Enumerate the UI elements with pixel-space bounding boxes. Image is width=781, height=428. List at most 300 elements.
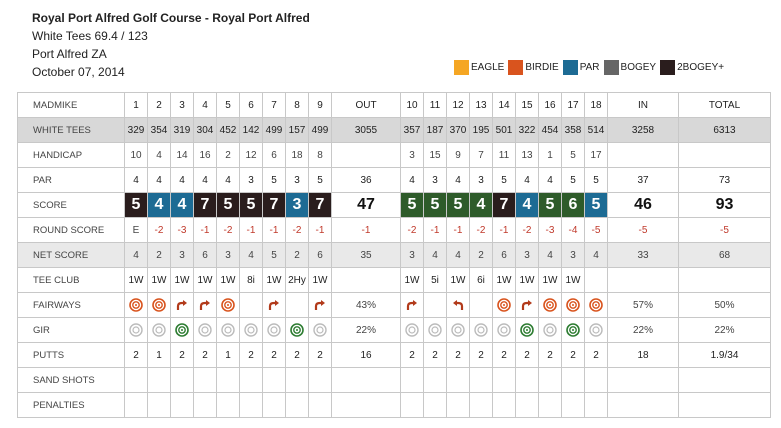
white-total: 6313	[679, 118, 771, 143]
score-cell: 7	[194, 193, 217, 218]
putts-cell: 2	[286, 343, 309, 368]
putts-total: 1.9/34	[679, 343, 771, 368]
sand-cell	[194, 368, 217, 393]
net-cell: 4	[424, 243, 447, 268]
hole-number: 7	[263, 93, 286, 118]
fairway-miss-right-icon	[313, 298, 327, 312]
net-cell: 3	[562, 243, 585, 268]
gir-miss-icon	[267, 323, 281, 337]
putts-cell: 2	[401, 343, 424, 368]
gir-in: 22%	[608, 318, 679, 343]
putts-cell: 2	[309, 343, 332, 368]
fairways-in: 57%	[608, 293, 679, 318]
gir-miss-icon	[589, 323, 603, 337]
putts-cell: 2	[562, 343, 585, 368]
gir-cell	[240, 318, 263, 343]
white-cell: 452	[217, 118, 240, 143]
gir-cell	[148, 318, 171, 343]
teeclub-cell: 1W	[148, 268, 171, 293]
hole-number: 9	[309, 93, 332, 118]
putts-row	[18, 343, 771, 368]
scorecard-table	[17, 92, 771, 418]
gir-hit-icon	[566, 323, 580, 337]
teeclub-cell: 1W	[539, 268, 562, 293]
putts-cell: 2	[516, 343, 539, 368]
row-label: WHITE TEES	[18, 118, 125, 143]
penalties-row	[18, 393, 771, 418]
teeclub-cell: 1W	[194, 268, 217, 293]
row-label: FAIRWAYS	[18, 293, 125, 318]
round-cell: -1	[447, 218, 470, 243]
teeclub-cell: 5i	[424, 268, 447, 293]
fairway-cell	[539, 293, 562, 318]
gir-hit-icon	[520, 323, 534, 337]
round-date: October 07, 2014	[32, 65, 125, 79]
round-cell: -2	[217, 218, 240, 243]
round-cell: -2	[516, 218, 539, 243]
legend-swatch	[508, 60, 523, 75]
row-label: NET SCORE	[18, 243, 125, 268]
legend-label: EAGLE	[471, 62, 505, 73]
par-cell: 5	[585, 168, 608, 193]
gir-cell	[516, 318, 539, 343]
gir-miss-icon	[405, 323, 419, 337]
fairway-miss-left-icon	[451, 298, 465, 312]
teeclub-cell: 1W	[217, 268, 240, 293]
score-cell: 4	[516, 193, 539, 218]
par-cell: 4	[148, 168, 171, 193]
score-cell: 7	[309, 193, 332, 218]
tees-info: White Tees 69.4 / 123	[32, 29, 148, 43]
teeclub-cell: 6i	[470, 268, 493, 293]
teeclub-cell: 1W	[562, 268, 585, 293]
net-cell: 3	[171, 243, 194, 268]
fairway-cell	[562, 293, 585, 318]
score-cell: 5	[401, 193, 424, 218]
round-cell: -1	[493, 218, 516, 243]
net-cell: 6	[309, 243, 332, 268]
round-cell: -4	[562, 218, 585, 243]
gir-miss-icon	[497, 323, 511, 337]
fairway-cell	[585, 293, 608, 318]
row-label: TEE CLUB	[18, 268, 125, 293]
fairway-cell	[424, 293, 447, 318]
penalties-cell	[286, 393, 309, 418]
fairway-cell	[263, 293, 286, 318]
handicap-in	[608, 143, 679, 168]
player-name: MADMIKE	[18, 93, 125, 118]
hole-number: 3	[171, 93, 194, 118]
fairways-row	[18, 293, 771, 318]
handicap-cell: 10	[125, 143, 148, 168]
handicap-row	[18, 143, 771, 168]
net-cell: 2	[148, 243, 171, 268]
handicap-cell: 18	[286, 143, 309, 168]
gir-miss-icon	[543, 323, 557, 337]
legend-label: 2BOGEY+	[677, 62, 725, 73]
sand-cell	[585, 368, 608, 393]
score-cell: 7	[263, 193, 286, 218]
penalties-cell	[217, 393, 240, 418]
gir-cell	[194, 318, 217, 343]
score-legend	[454, 60, 728, 75]
penalties-cell	[562, 393, 585, 418]
gir-out: 22%	[332, 318, 401, 343]
gir-miss-icon	[129, 323, 143, 337]
fairway-cell	[148, 293, 171, 318]
teeclub-in	[608, 268, 679, 293]
round-cell: -2	[148, 218, 171, 243]
round-row	[18, 218, 771, 243]
white-cell: 501	[493, 118, 516, 143]
score-cell: 5	[585, 193, 608, 218]
white-cell: 454	[539, 118, 562, 143]
in-header: IN	[608, 93, 679, 118]
out-header: OUT	[332, 93, 401, 118]
score-cell: 5	[240, 193, 263, 218]
handicap-out	[332, 143, 401, 168]
putts-cell: 2	[447, 343, 470, 368]
sand-in	[608, 368, 679, 393]
sand-cell	[171, 368, 194, 393]
score-row	[18, 193, 771, 218]
fairway-miss-right-icon	[198, 298, 212, 312]
hole-number: 14	[493, 93, 516, 118]
teeclub-cell: 1W	[171, 268, 194, 293]
score-total: 93	[679, 193, 771, 218]
penalties-cell	[470, 393, 493, 418]
row-label: HANDICAP	[18, 143, 125, 168]
penalties-cell	[148, 393, 171, 418]
white-cell: 358	[562, 118, 585, 143]
handicap-cell: 3	[401, 143, 424, 168]
sand-cell	[217, 368, 240, 393]
penalties-cell	[194, 393, 217, 418]
teeclub-cell: 1W	[493, 268, 516, 293]
par-total: 73	[679, 168, 771, 193]
par-cell: 3	[240, 168, 263, 193]
scorecard-header	[32, 9, 310, 81]
penalties-cell	[263, 393, 286, 418]
round-cell: -3	[171, 218, 194, 243]
fairway-hit-icon	[152, 298, 166, 312]
legend-swatch	[604, 60, 619, 75]
fairway-hit-icon	[497, 298, 511, 312]
header-row	[18, 93, 771, 118]
score-cell: 3	[286, 193, 309, 218]
fairway-cell	[286, 293, 309, 318]
handicap-cell: 1	[539, 143, 562, 168]
fairway-hit-icon	[566, 298, 580, 312]
penalties-in	[608, 393, 679, 418]
net-total: 68	[679, 243, 771, 268]
fairway-miss-right-icon	[405, 298, 419, 312]
white-cell: 329	[125, 118, 148, 143]
total-header: TOTAL	[679, 93, 771, 118]
teeclub-cell: 1W	[516, 268, 539, 293]
putts-cell: 2	[240, 343, 263, 368]
teeclub-row	[18, 268, 771, 293]
gir-cell	[217, 318, 240, 343]
row-label: GIR	[18, 318, 125, 343]
net-cell: 2	[470, 243, 493, 268]
legend-item	[660, 60, 724, 75]
sand-cell	[447, 368, 470, 393]
legend-label: BIRDIE	[525, 62, 559, 73]
hole-number: 16	[539, 93, 562, 118]
fairways-total: 50%	[679, 293, 771, 318]
net-cell: 3	[217, 243, 240, 268]
score-out: 47	[332, 193, 401, 218]
putts-cell: 2	[194, 343, 217, 368]
gir-cell	[263, 318, 286, 343]
score-cell: 5	[424, 193, 447, 218]
gir-miss-icon	[198, 323, 212, 337]
legend-swatch	[454, 60, 469, 75]
teeclub-cell: 1W	[309, 268, 332, 293]
row-label: PENALTIES	[18, 393, 125, 418]
handicap-cell: 16	[194, 143, 217, 168]
sand-cell	[263, 368, 286, 393]
legend-swatch	[563, 60, 578, 75]
putts-cell: 2	[125, 343, 148, 368]
teeclub-out	[332, 268, 401, 293]
par-cell: 5	[263, 168, 286, 193]
gir-cell	[562, 318, 585, 343]
handicap-cell: 8	[309, 143, 332, 168]
par-cell: 4	[401, 168, 424, 193]
row-label: SAND SHOTS	[18, 368, 125, 393]
sand-cell	[240, 368, 263, 393]
course-title: Royal Port Alfred Golf Course - Royal Port Alfred	[32, 11, 310, 25]
fairway-hit-icon	[129, 298, 143, 312]
putts-cell: 1	[217, 343, 240, 368]
white-cell: 142	[240, 118, 263, 143]
net-out: 35	[332, 243, 401, 268]
net-cell: 6	[493, 243, 516, 268]
par-row	[18, 168, 771, 193]
putts-cell: 2	[539, 343, 562, 368]
legend-item	[563, 60, 600, 75]
score-cell: 5	[539, 193, 562, 218]
score-cell: 6	[562, 193, 585, 218]
penalties-cell	[171, 393, 194, 418]
gir-cell	[309, 318, 332, 343]
row-label: PAR	[18, 168, 125, 193]
gir-miss-icon	[221, 323, 235, 337]
hole-number: 6	[240, 93, 263, 118]
penalties-cell	[516, 393, 539, 418]
penalties-out	[332, 393, 401, 418]
putts-cell: 2	[424, 343, 447, 368]
par-cell: 5	[309, 168, 332, 193]
net-cell: 4	[240, 243, 263, 268]
handicap-cell: 4	[148, 143, 171, 168]
round-in: -5	[608, 218, 679, 243]
net-cell: 4	[125, 243, 148, 268]
white-cell: 514	[585, 118, 608, 143]
net-cell: 5	[263, 243, 286, 268]
penalties-cell	[401, 393, 424, 418]
par-out: 36	[332, 168, 401, 193]
hole-number: 12	[447, 93, 470, 118]
putts-out: 16	[332, 343, 401, 368]
white-cell: 319	[171, 118, 194, 143]
net-cell: 4	[447, 243, 470, 268]
handicap-cell: 11	[493, 143, 516, 168]
gir-cell	[493, 318, 516, 343]
fairway-miss-right-icon	[267, 298, 281, 312]
gir-cell	[286, 318, 309, 343]
round-out: -1	[332, 218, 401, 243]
penalties-cell	[539, 393, 562, 418]
penalties-total	[679, 393, 771, 418]
penalties-cell	[309, 393, 332, 418]
par-cell: 4	[217, 168, 240, 193]
handicap-total	[679, 143, 771, 168]
legend-label: BOGEY	[620, 62, 657, 73]
fairway-cell	[493, 293, 516, 318]
gir-total: 22%	[679, 318, 771, 343]
handicap-cell: 12	[240, 143, 263, 168]
hole-number: 1	[125, 93, 148, 118]
legend-item	[508, 60, 558, 75]
white-in: 3258	[608, 118, 679, 143]
fairway-cell	[447, 293, 470, 318]
par-cell: 3	[424, 168, 447, 193]
teeclub-cell: 1W	[263, 268, 286, 293]
sand-total	[679, 368, 771, 393]
round-cell: -5	[585, 218, 608, 243]
penalties-cell	[447, 393, 470, 418]
sand-cell	[148, 368, 171, 393]
fairway-hit-icon	[221, 298, 235, 312]
handicap-cell: 13	[516, 143, 539, 168]
score-cell: 4	[148, 193, 171, 218]
sand-cell	[470, 368, 493, 393]
legend-item	[454, 60, 504, 75]
putts-cell: 2	[263, 343, 286, 368]
hole-number: 2	[148, 93, 171, 118]
gir-cell	[539, 318, 562, 343]
fairway-cell	[240, 293, 263, 318]
par-cell: 4	[539, 168, 562, 193]
round-total: -5	[679, 218, 771, 243]
fairway-cell	[309, 293, 332, 318]
fairways-out: 43%	[332, 293, 401, 318]
sand-cell	[493, 368, 516, 393]
white-cell: 499	[263, 118, 286, 143]
gir-miss-icon	[451, 323, 465, 337]
legend-swatch	[660, 60, 675, 75]
teeclub-cell: 8i	[240, 268, 263, 293]
net-cell: 2	[286, 243, 309, 268]
net-row	[18, 243, 771, 268]
gir-hit-icon	[175, 323, 189, 337]
hole-number: 8	[286, 93, 309, 118]
gir-hit-icon	[290, 323, 304, 337]
gir-cell	[171, 318, 194, 343]
fairway-cell	[125, 293, 148, 318]
fairway-cell	[470, 293, 493, 318]
row-label: SCORE	[18, 193, 125, 218]
sand-out	[332, 368, 401, 393]
white-row	[18, 118, 771, 143]
white-cell: 304	[194, 118, 217, 143]
sand-cell	[562, 368, 585, 393]
gir-row	[18, 318, 771, 343]
penalties-cell	[240, 393, 263, 418]
gir-cell	[125, 318, 148, 343]
fairway-hit-icon	[543, 298, 557, 312]
hole-number: 15	[516, 93, 539, 118]
fairway-cell	[217, 293, 240, 318]
par-cell: 4	[171, 168, 194, 193]
teeclub-cell: 1W	[447, 268, 470, 293]
par-cell: 4	[125, 168, 148, 193]
round-cell: E	[125, 218, 148, 243]
par-cell: 3	[286, 168, 309, 193]
putts-cell: 2	[493, 343, 516, 368]
handicap-cell: 2	[217, 143, 240, 168]
sand-cell	[539, 368, 562, 393]
round-cell: -3	[539, 218, 562, 243]
penalties-cell	[424, 393, 447, 418]
fairway-cell	[171, 293, 194, 318]
white-cell: 499	[309, 118, 332, 143]
round-cell: -2	[401, 218, 424, 243]
gir-miss-icon	[428, 323, 442, 337]
par-cell: 5	[562, 168, 585, 193]
score-cell: 4	[470, 193, 493, 218]
par-cell: 5	[493, 168, 516, 193]
gir-cell	[424, 318, 447, 343]
white-cell: 354	[148, 118, 171, 143]
handicap-cell: 7	[470, 143, 493, 168]
hole-number: 18	[585, 93, 608, 118]
score-in: 46	[608, 193, 679, 218]
net-cell: 6	[194, 243, 217, 268]
round-cell: -1	[240, 218, 263, 243]
handicap-cell: 17	[585, 143, 608, 168]
legend-item	[604, 60, 657, 75]
handicap-cell: 6	[263, 143, 286, 168]
white-cell: 370	[447, 118, 470, 143]
score-cell: 5	[447, 193, 470, 218]
gir-cell	[401, 318, 424, 343]
net-cell: 3	[516, 243, 539, 268]
row-label: PUTTS	[18, 343, 125, 368]
round-cell: -1	[309, 218, 332, 243]
sand-row	[18, 368, 771, 393]
gir-cell	[585, 318, 608, 343]
sand-cell	[125, 368, 148, 393]
penalties-cell	[585, 393, 608, 418]
fairway-miss-right-icon	[520, 298, 534, 312]
sand-cell	[424, 368, 447, 393]
par-cell: 4	[516, 168, 539, 193]
handicap-cell: 9	[447, 143, 470, 168]
hole-number: 4	[194, 93, 217, 118]
legend-label: PAR	[579, 62, 600, 73]
white-cell: 357	[401, 118, 424, 143]
score-cell: 7	[493, 193, 516, 218]
hole-number: 10	[401, 93, 424, 118]
par-in: 37	[608, 168, 679, 193]
putts-cell: 2	[585, 343, 608, 368]
hole-number: 13	[470, 93, 493, 118]
putts-cell: 2	[171, 343, 194, 368]
